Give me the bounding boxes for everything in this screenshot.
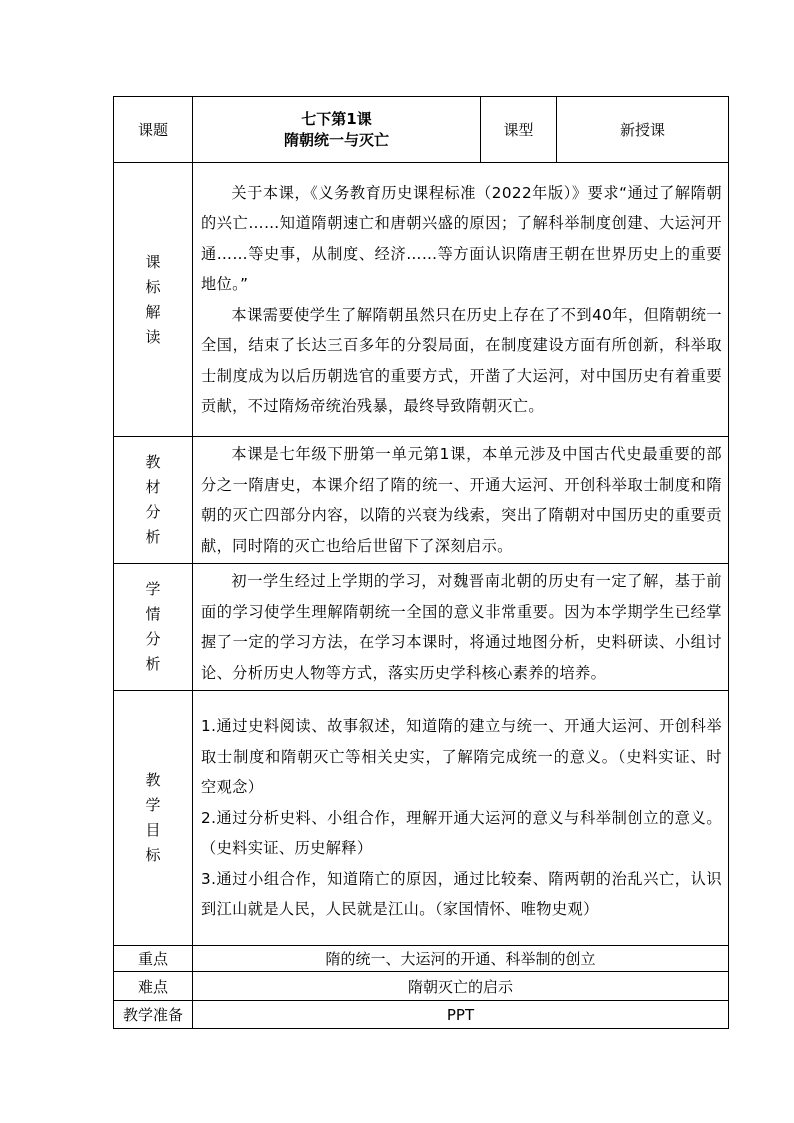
paragraph: 本课需要使学生了解隋朝虽然只在历史上存在了不到40年，但隋朝统一全国，结束了长达三百多年的分裂局面，在制度建设方面有所创新，科举取士制度成为以后历朝选官的重要方式，开凿了大运河，对中国历史有着重要贡献，不过隋炀帝统治残暴，最终导致隋朝灭亡。 <box>201 305 722 415</box>
label-char: 分 <box>145 630 161 648</box>
label-char: 读 <box>145 327 161 346</box>
textbook-row <box>114 437 729 564</box>
goals-content <box>193 691 729 946</box>
lesson-title: 隋朝统一与灭亡 <box>283 130 389 149</box>
standards-row <box>114 163 729 437</box>
preparation-value: PPT <box>193 1001 729 1029</box>
topic-label: 课题 <box>114 97 193 163</box>
label-char: 教 <box>145 771 161 789</box>
key-points-row <box>114 946 729 972</box>
students-label <box>114 564 193 691</box>
label-char: 学 <box>145 796 161 814</box>
label-char: 分 <box>145 503 161 521</box>
difficulties-row <box>114 972 729 1001</box>
paragraph: 关于本课，《义务教育历史课程标准（2022年版）》要求“通过了解隋朝的兴亡……知道隋朝速亡和唐朝兴盛的原因；了解科举制度创建、大运河开通……等史事，从制度、经济……等方面认识隋唐王朝在世界历史上的重要地位。” <box>201 183 722 293</box>
label-char: 学 <box>145 580 161 598</box>
type-value: 新授课 <box>557 97 729 163</box>
label-char: 材 <box>145 478 161 496</box>
textbook-label <box>114 437 193 564</box>
standards-content <box>193 163 729 437</box>
students-content <box>193 564 729 691</box>
lesson-number: 七下第1课 <box>301 109 372 128</box>
lesson-plan-table <box>113 96 729 1029</box>
label-char: 析 <box>145 528 161 546</box>
goals-label <box>114 691 193 946</box>
label-char: 教 <box>145 453 161 471</box>
students-row <box>114 564 729 691</box>
goal-item: 1.通过史料阅读、故事叙述，知道隋的建立与统一、开通大运河、开创科举取士制度和隋朝灭亡等相关史实，了解隋完成统一的意义。（史料实证、时空观念） <box>201 717 722 797</box>
goal-item: 2.通过分析史料、小组合作，理解开通大运河的意义与科举制创立的意义。（史料实证、历史解释） <box>201 808 722 858</box>
label-char: 标 <box>145 277 161 296</box>
difficulties-label: 难点 <box>114 972 193 1001</box>
label-char: 解 <box>145 302 161 321</box>
key-points-label: 重点 <box>114 946 193 972</box>
label-char: 目 <box>145 821 161 839</box>
goals-row <box>114 691 729 946</box>
label-char: 课 <box>145 252 161 271</box>
paragraph: 本课是七年级下册第一单元第1课，本单元涉及中国古代史最重要的部分之一隋唐史，本课介绍了隋的统一、开通大运河、开创科举取士制度和隋朝的灭亡四部分内容，以隋的兴衰为线索，突出了隋朝对中国历史的重要贡献，同时隋的灭亡也给后世留下了深刻启示。 <box>201 445 722 555</box>
difficulties-value: 隋朝灭亡的启示 <box>193 972 729 1001</box>
header-row <box>114 97 729 163</box>
preparation-row <box>114 1001 729 1029</box>
label-char: 标 <box>145 846 161 864</box>
textbook-content <box>193 437 729 564</box>
lesson-title-cell <box>193 97 481 163</box>
key-points-value: 隋的统一、大运河的开通、科举制的创立 <box>193 946 729 972</box>
label-char: 情 <box>145 605 161 623</box>
type-label: 课型 <box>481 97 557 163</box>
paragraph: 初一学生经过上学期的学习，对魏晋南北朝的历史有一定了解，基于前面的学习使学生理解隋朝统一全国的意义非常重要。因为本学期学生已经掌握了一定的学习方法，在学习本课时，将通过地图分析，史料研读、小组讨论、分析历史人物等方式，落实历史学科核心素养的培养。 <box>201 572 722 682</box>
standards-label <box>114 163 193 437</box>
goal-item: 3.通过小组合作，知道隋亡的原因，通过比较秦、隋两朝的治乱兴亡，认识到江山就是人民，人民就是江山。（家国情怀、唯物史观） <box>201 869 722 919</box>
preparation-label: 教学准备 <box>114 1001 193 1029</box>
label-char: 析 <box>145 655 161 673</box>
